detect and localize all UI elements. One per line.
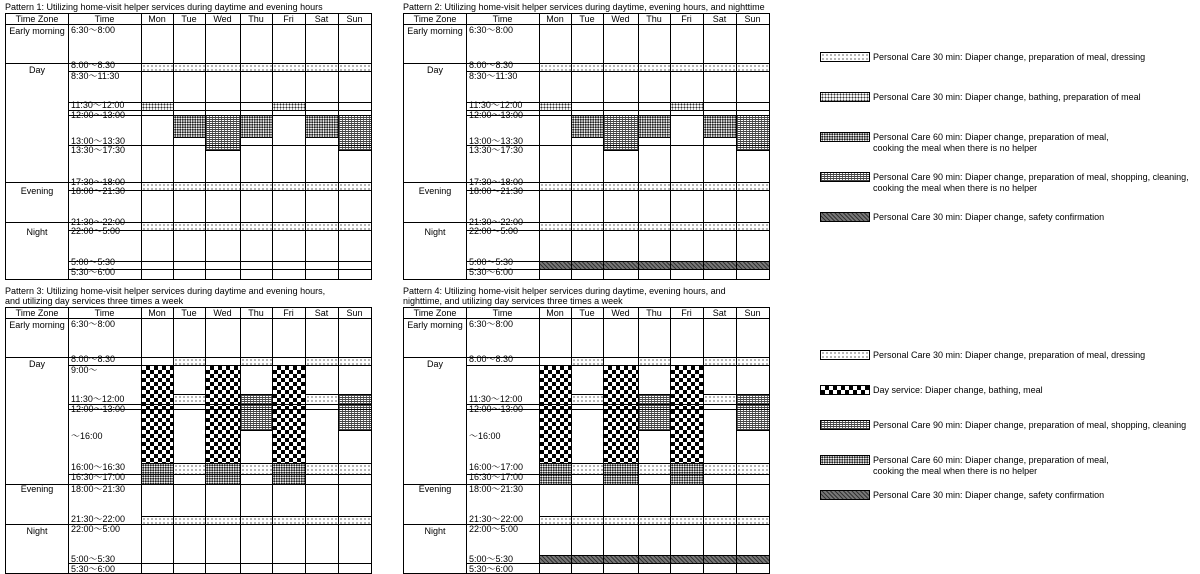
- legend-top: [820, 52, 1198, 232]
- grid-line: [6, 318, 371, 319]
- zone-label: Evening: [418, 186, 452, 196]
- header-day: Tue: [181, 14, 197, 24]
- header-day: Wed: [611, 308, 630, 318]
- header-time-zone: Time Zone: [15, 14, 59, 24]
- zone-label: Day: [28, 65, 45, 75]
- time-label: 11:30～12:00: [469, 394, 523, 404]
- legend-swatch: [820, 385, 870, 395]
- zone-label: Day: [426, 65, 443, 75]
- time-label: 18:00～21:30: [71, 484, 126, 494]
- time-label: 13:00～13:30: [71, 136, 126, 146]
- header-time: Time: [94, 308, 115, 318]
- care-block: [603, 365, 639, 475]
- legend-swatch: [820, 420, 870, 430]
- time-label: 18:00～21:30: [469, 484, 524, 494]
- header-day: Thu: [646, 308, 662, 318]
- time-label: 5:00～5:30: [469, 257, 514, 267]
- time-label: 8:00～8:30: [469, 354, 514, 364]
- header-day: Thu: [248, 14, 264, 24]
- time-label: 16:00～17:00: [469, 462, 524, 472]
- header-day: Mon: [148, 14, 166, 24]
- pattern-title: Pattern 2: Utilizing home-visit helper services during daytime, evening hours, and nighttime: [403, 2, 765, 12]
- grid-line: [638, 308, 639, 573]
- time-label: 5:00～5:30: [469, 554, 514, 564]
- zone-label: Day: [426, 359, 443, 369]
- schedule-grid: [5, 307, 372, 574]
- grid-line: [603, 14, 604, 279]
- time-label: 17:30～18:00: [71, 177, 126, 187]
- time-label: 5:30～6:00: [469, 564, 514, 574]
- grid-line: [736, 14, 737, 279]
- time-label: 21:30～22:00: [469, 217, 524, 227]
- time-label: 8:30～11:30: [469, 71, 518, 81]
- grid-line: [305, 308, 306, 573]
- header-day: Fri: [283, 308, 294, 318]
- time-label: 5:30～6:00: [71, 564, 116, 574]
- legend-text: Personal Care 30 min: Diaper change, preparation of meal, dressing: [873, 52, 1146, 62]
- care-block: [571, 115, 604, 138]
- zone-label: Early morning: [407, 320, 463, 330]
- header-day: Mon: [546, 14, 564, 24]
- time-label: 18:00～21:30: [71, 186, 126, 196]
- grid-line: [6, 182, 371, 183]
- legend-swatch: [820, 350, 870, 360]
- header-time: Time: [94, 14, 115, 24]
- pattern-title: nighttime, and utilizing day services three times a week: [403, 296, 623, 306]
- time-label: 17:30～18:00: [469, 177, 524, 187]
- time-label: 11:30～12:00: [469, 100, 523, 110]
- grid-line: [141, 308, 142, 573]
- schedule-grid: [403, 307, 770, 574]
- grid-line: [272, 308, 273, 573]
- header-time-zone: Time Zone: [413, 14, 457, 24]
- pattern-title: Pattern 1: Utilizing home-visit helper services during daytime and evening hours: [5, 2, 323, 12]
- time-label: 6:30～8:00: [71, 319, 116, 329]
- header-day: Wed: [213, 308, 232, 318]
- care-block: [670, 365, 704, 475]
- legend-text: Personal Care 30 min: Diaper change, safety confirmation: [873, 490, 1105, 500]
- header-day: Sun: [744, 14, 761, 24]
- header-day: Wed: [213, 14, 232, 24]
- header-day: Sun: [346, 14, 363, 24]
- grid-line: [571, 14, 572, 279]
- grid-line: [205, 14, 206, 279]
- time-label: 5:00～5:30: [71, 554, 116, 564]
- zone-label: Evening: [20, 484, 54, 494]
- time-label: 22:00～5:00: [71, 524, 121, 534]
- grid-line: [404, 63, 769, 64]
- header-day: Tue: [181, 308, 197, 318]
- grid-line: [141, 14, 142, 279]
- grid-line: [703, 308, 704, 573]
- legend-swatch: [820, 172, 870, 182]
- grid-line: [338, 308, 339, 573]
- time-label: 9:00～: [71, 365, 98, 375]
- time-label: ～16:00: [71, 431, 103, 441]
- care-block: [305, 115, 339, 138]
- grid-line: [6, 357, 371, 358]
- header-day: Sun: [744, 308, 761, 318]
- grid-line: [305, 14, 306, 279]
- header-day: Thu: [646, 14, 662, 24]
- time-label: 8:00～8:30: [469, 60, 514, 70]
- schedule-grid: [5, 13, 372, 280]
- time-label: 13:30～17:30: [71, 145, 126, 155]
- grid-line: [466, 14, 467, 279]
- time-label: 8:00～8:30: [71, 60, 116, 70]
- header-day: Thu: [248, 308, 264, 318]
- grid-line: [240, 14, 241, 279]
- care-block: [272, 365, 306, 475]
- grid-line: [240, 308, 241, 573]
- care-block: [703, 115, 737, 138]
- grid-line: [539, 14, 540, 279]
- time-label: 16:30～17:00: [469, 472, 524, 482]
- care-block: [539, 365, 572, 475]
- time-label: 13:30～17:30: [469, 145, 524, 155]
- time-label: 11:30～12:00: [71, 394, 125, 404]
- grid-line: [205, 308, 206, 573]
- legend-text: Personal Care 30 min: Diaper change, preparation of meal, dressing: [873, 350, 1146, 360]
- grid-line: [404, 318, 769, 319]
- zone-label: Night: [424, 526, 446, 536]
- grid-line: [638, 14, 639, 279]
- time-label: 18:00～21:30: [469, 186, 524, 196]
- time-label: 13:00～13:30: [469, 136, 524, 146]
- grid-line: [404, 357, 769, 358]
- time-label: 6:30～8:00: [71, 25, 116, 35]
- time-label: 5:30～6:00: [71, 267, 116, 277]
- care-block: [638, 115, 671, 138]
- time-label: 12:00～13:00: [71, 110, 126, 120]
- time-label: 16:30～17:00: [71, 472, 126, 482]
- zone-label: Day: [28, 359, 45, 369]
- time-label: 12:00～13:00: [469, 110, 524, 120]
- header-day: Sat: [314, 308, 329, 318]
- time-label: 8:30～11:30: [71, 71, 120, 81]
- grid-line: [272, 14, 273, 279]
- legend-text: Personal Care 90 min: Diaper change, preparation of meal, shopping, cleaning: [873, 420, 1187, 430]
- time-label: 5:30～6:00: [469, 267, 514, 277]
- time-label: 21:30～22:00: [71, 217, 126, 227]
- pattern-title: Pattern 3: Utilizing home-visit helper services during daytime and evening hours,: [5, 286, 326, 296]
- schedule-grid: [403, 13, 770, 280]
- care-block: [338, 394, 372, 431]
- legend-swatch: [820, 212, 870, 222]
- grid-line: [670, 308, 671, 573]
- care-block: [240, 115, 273, 138]
- header-day: Sat: [712, 14, 727, 24]
- care-block: [141, 365, 174, 475]
- legend-text: Personal Care 60 min: Diaper change, preparation of meal,: [873, 132, 1109, 142]
- time-label: 22:00～5:00: [469, 524, 519, 534]
- header-day: Tue: [579, 308, 595, 318]
- grid-line: [404, 222, 769, 223]
- zone-label: Night: [26, 526, 48, 536]
- header-time-zone: Time Zone: [413, 308, 457, 318]
- time-label: 21:30～22:00: [469, 514, 524, 524]
- care-block: [736, 394, 770, 431]
- legend-text: cooking the meal when there is no helper: [873, 183, 1038, 193]
- time-label: 6:30～8:00: [469, 25, 514, 35]
- legend-swatch: [820, 132, 870, 142]
- header-day: Sun: [346, 308, 363, 318]
- zone-label: Evening: [20, 186, 54, 196]
- time-label: 11:30～12:00: [71, 100, 125, 110]
- zone-label: Early morning: [407, 26, 463, 36]
- zone-label: Evening: [418, 484, 452, 494]
- time-label: 8:00～8:30: [71, 354, 116, 364]
- time-label: 5:00～5:30: [71, 257, 116, 267]
- grid-line: [338, 14, 339, 279]
- header-day: Sat: [314, 14, 329, 24]
- grid-line: [68, 308, 69, 573]
- grid-line: [404, 279, 769, 280]
- legend-swatch: [820, 52, 870, 62]
- header-time: Time: [492, 308, 513, 318]
- legend-swatch: [820, 490, 870, 500]
- header-day: Mon: [546, 308, 564, 318]
- header-day: Fri: [681, 14, 692, 24]
- grid-line: [404, 24, 769, 25]
- header-day: Mon: [148, 308, 166, 318]
- time-label: 16:00～16:30: [71, 462, 126, 472]
- grid-line: [6, 222, 371, 223]
- pattern-title: Pattern 4: Utilizing home-visit helper services during daytime, evening hours, and: [403, 286, 726, 296]
- grid-line: [703, 14, 704, 279]
- grid-line: [6, 279, 371, 280]
- grid-line: [736, 308, 737, 573]
- legend-text: cooking the meal when there is no helper: [873, 143, 1038, 153]
- legend-swatch: [820, 455, 870, 465]
- legend-text: Personal Care 30 min: Diaper change, safety confirmation: [873, 212, 1105, 222]
- legend-text: Day service: Diaper change, bathing, meal: [873, 385, 1043, 395]
- grid-line: [68, 365, 371, 366]
- grid-line: [6, 63, 371, 64]
- grid-line: [6, 24, 371, 25]
- legend-text: Personal Care 60 min: Diaper change, preparation of meal,: [873, 455, 1109, 465]
- zone-label: Night: [424, 227, 446, 237]
- grid-line: [466, 308, 467, 573]
- legend-text: Personal Care 90 min: Diaper change, preparation of meal, shopping, cleaning,: [873, 172, 1189, 182]
- care-block: [205, 365, 241, 475]
- zone-label: Night: [26, 227, 48, 237]
- time-label: 22:00～5:00: [469, 226, 519, 236]
- care-block: [638, 394, 671, 431]
- grid-line: [603, 308, 604, 573]
- legend-bottom: [820, 350, 1198, 510]
- header-day: Wed: [611, 14, 630, 24]
- pattern-title: and utilizing day services three times a week: [5, 296, 184, 306]
- grid-line: [173, 308, 174, 573]
- grid-line: [466, 365, 769, 366]
- zone-label: Early morning: [9, 320, 65, 330]
- care-block: [173, 115, 206, 138]
- header-day: Fri: [283, 14, 294, 24]
- zone-label: Early morning: [9, 26, 65, 36]
- grid-line: [539, 308, 540, 573]
- legend-text: cooking the meal when there is no helper: [873, 466, 1038, 476]
- grid-line: [404, 182, 769, 183]
- grid-line: [68, 14, 69, 279]
- header-day: Tue: [579, 14, 595, 24]
- grid-line: [571, 308, 572, 573]
- grid-line: [173, 14, 174, 279]
- time-label: 12:00～13:00: [71, 404, 126, 414]
- legend-swatch: [820, 92, 870, 102]
- care-block: [240, 394, 273, 431]
- time-label: 6:30～8:00: [469, 319, 514, 329]
- legend-text: Personal Care 30 min: Diaper change, bathing, preparation of meal: [873, 92, 1141, 102]
- time-label: 22:00～5:00: [71, 226, 121, 236]
- header-day: Fri: [681, 308, 692, 318]
- time-label: ～16:00: [469, 431, 501, 441]
- time-label: 12:00～13:00: [469, 404, 524, 414]
- header-day: Sat: [712, 308, 727, 318]
- time-label: 21:30～22:00: [71, 514, 126, 524]
- grid-line: [670, 14, 671, 279]
- header-time: Time: [492, 14, 513, 24]
- header-time-zone: Time Zone: [15, 308, 59, 318]
